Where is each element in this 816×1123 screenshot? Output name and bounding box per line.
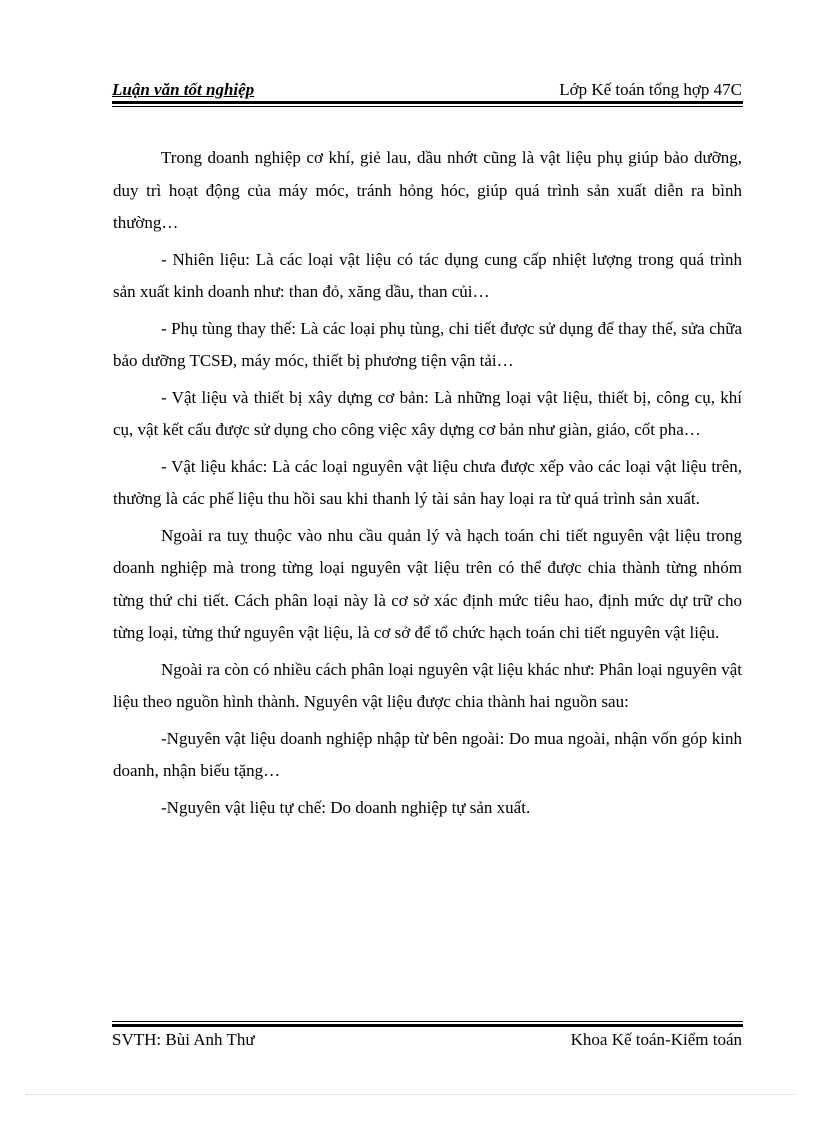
paragraph: - Vật liệu và thiết bị xây dựng cơ bản: Là những loại vật liệu, thiết bị, công cụ, khí cụ, vật kết cấu được sử dụng cho công việc xây dựng cơ bản như giàn, giáo, cốt pha… — [113, 387, 742, 439]
paragraph: - Vật liệu khác: Là các loại nguyên vật liệu chưa được xếp vào các loại vật liệu trên, thường là các phế liệu thu hồi sau khi thanh lý tài sản hay loại ra từ quá trình sản xuất. — [113, 456, 742, 508]
paragraph: - Nhiên liệu: Là các loại vật liệu có tác dụng cung cấp nhiệt lượng trong quá trình sản xuất kinh doanh như: than đỏ, xăng dầu, than củi… — [113, 249, 742, 301]
header-class-label: Lớp Kế toán tổng hợp 47C — [559, 80, 742, 99]
paragraph: -Nguyên vật liệu doanh nghiệp nhập từ bên ngoài: Do mua ngoài, nhận vốn góp kinh doanh, nhận biếu tặng… — [113, 728, 742, 780]
footer-rule-thin — [112, 1021, 743, 1022]
paragraph: - Phụ tùng thay thế: Là các loại phụ tùng, chi tiết được sử dụng để thay thế, sửa chữa bảo dưỡng TCSĐ, máy móc, thiết bị phương tiện vận tải… — [113, 318, 742, 370]
paragraph: Ngoài ra còn có nhiều cách phân loại nguyên vật liệu khác như: Phân loại nguyên vật liệu theo nguồn hình thành. Nguyên vật liệu được chia thành hai nguồn sau: — [113, 659, 742, 711]
header-thesis-label: Luận văn tốt nghiệp — [112, 80, 255, 99]
page-header — [112, 74, 742, 100]
footer-student-name: SVTH: Bùi Anh Thư — [112, 1030, 255, 1049]
page-footer — [112, 1028, 742, 1052]
header-rule-thin — [112, 106, 743, 107]
paragraph: -Nguyên vật liệu tự chế: Do doanh nghiệp tự sản xuất. — [161, 797, 531, 817]
paragraph: Ngoài ra tuỵ thuộc vào nhu cầu quản lý và hạch toán chi tiết nguyên vật liệu trong doanh nghiệp mà trong từng loại nguyên vật liệu trên có thể được chia thành từng nhóm từng thứ chi tiết. Cách phân loại này là cơ sở xác định mức tiêu hao, định mức dự trữ cho từng loại, từng thứ nguyên vật liệu, là cơ sở để tổ chức hạch toán chi tiết nguyên vật liệu. — [113, 525, 742, 642]
bottom-dotted-line — [26, 1094, 796, 1095]
body-text — [113, 142, 742, 828]
header-rule-thick — [112, 101, 743, 104]
footer-rule-thick — [112, 1024, 743, 1027]
footer-faculty-label: Khoa Kế toán-Kiểm toán — [570, 1030, 742, 1049]
paragraph: Trong doanh nghiệp cơ khí, giẻ lau, dầu nhớt cũng là vật liệu phụ giúp bảo dưỡng, duy trì hoạt động của máy móc, tránh hỏng hóc, giúp quá trình sản xuất diễn ra bình thường… — [113, 148, 742, 232]
